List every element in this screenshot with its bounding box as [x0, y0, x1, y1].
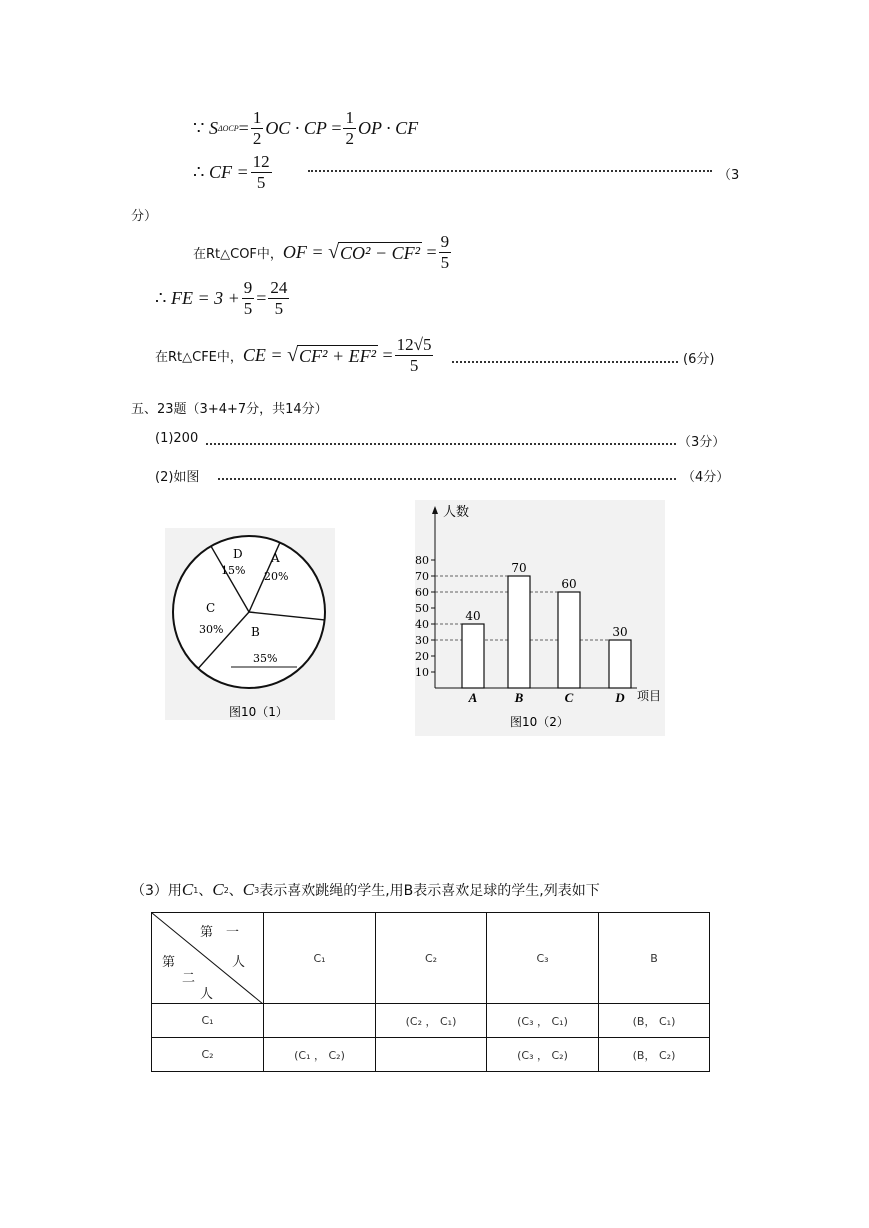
bar [462, 624, 484, 688]
slice-pct-c: 30% [199, 623, 224, 636]
leader-dots [206, 443, 676, 445]
table-cell: (C₁ ， C₂) [264, 1038, 376, 1072]
category-label: B [514, 690, 524, 705]
slice-pct-b: 35% [253, 652, 278, 665]
y-tick-label: 30 [415, 634, 429, 647]
section-title: 五、23题（3+4+7分，共14分） [131, 402, 328, 417]
bar [508, 576, 530, 688]
column-header: C₁ [264, 913, 376, 1004]
of-formula: 在Rt△COF中， OF = √ CO² − CF² = $\frac{9}{5}$ [193, 232, 450, 272]
part3-text: （3）用 C 1 、 C 2 、 C 3 表示喜欢跳绳的学生,用B表示喜欢足球的学生,列表如下 [131, 880, 600, 899]
table-cell: (C₂ ， C₁) [376, 1004, 487, 1038]
bar-caption: 图10（2） [510, 715, 569, 729]
table-cell: (C₃ ， C₁) [487, 1004, 599, 1038]
leader-dots [452, 361, 678, 363]
leader-dots [218, 478, 676, 480]
category-label: A [468, 690, 478, 705]
row-header: C₂ [152, 1038, 264, 1072]
y-tick-label: 80 [415, 554, 429, 567]
bar [609, 640, 631, 688]
category-label: C [564, 690, 574, 705]
table-cell: (B， C₂) [599, 1038, 710, 1072]
table-header-row [152, 913, 710, 1004]
table-row [152, 1038, 710, 1072]
y-tick-label: 60 [415, 586, 429, 599]
y-tick-label: 40 [415, 618, 429, 631]
table-row [152, 1004, 710, 1038]
score-label: （3 [718, 168, 740, 183]
score-label: （3分） [678, 435, 726, 450]
y-tick-label: 50 [415, 602, 429, 615]
ce-formula: 在Rt△CFE中， CE = √ CF² + EF² = $\frac{12√5}{5}$ [155, 335, 432, 375]
pie-chart [165, 528, 335, 720]
figure-background [415, 500, 665, 736]
bar-value-label: 40 [465, 609, 481, 623]
y-tick-label: 70 [415, 570, 429, 583]
slice-label-c: C [206, 601, 216, 615]
slice-label-d: D [233, 547, 243, 561]
table-corner-cell: 第 一 人 第 二 人 [152, 913, 264, 1004]
y-tick-label: 20 [415, 650, 429, 663]
score-label: (6分) [683, 352, 715, 367]
fe-formula: ∴ FE = 3 + $\frac{9}{5}$ = $\frac{24}{5}$ [155, 278, 288, 318]
slice-label-a: A [271, 551, 280, 565]
leader-dots [308, 170, 712, 172]
because-symbol: ∵ [193, 118, 205, 138]
column-header: B [599, 913, 710, 1004]
score-label: 分） [131, 209, 158, 224]
table-cell: (C₃ ， C₂) [487, 1038, 599, 1072]
category-label: D [615, 690, 625, 705]
column-header: C₃ [487, 913, 599, 1004]
slice-label-b: B [251, 625, 260, 639]
y-axis-label: 人数 [443, 505, 470, 520]
slice-pct-a: 20% [264, 570, 289, 583]
area-formula: ∵ S ΔOCP = $\frac{1}{2}$ OC · CP = $\frac{1}{2}$ OP · CF [193, 108, 419, 148]
pie-caption: 图10（1） [229, 705, 288, 719]
part1-answer: (1)200 [155, 431, 199, 446]
y-tick-label: 10 [415, 666, 429, 679]
bar-value-label: 30 [612, 625, 628, 639]
bar-value-label: 60 [561, 577, 577, 591]
x-axis-label: 项目 [637, 689, 662, 703]
slice-pct-d: 15% [221, 564, 246, 577]
bar-value-label: 70 [511, 561, 527, 575]
cf-result: ∴ CF = $\frac{12}{5}$ [193, 152, 270, 192]
outcome-table [151, 912, 710, 1072]
table-cell: (B， C₁) [599, 1004, 710, 1038]
table-cell [264, 1004, 376, 1038]
bar [558, 592, 580, 688]
table-cell [376, 1038, 487, 1072]
part2-answer: (2)如图 [155, 470, 200, 485]
row-header: C₁ [152, 1004, 264, 1038]
score-label: （4分） [682, 470, 730, 485]
column-header: C₂ [376, 913, 487, 1004]
bar-chart [415, 500, 665, 736]
